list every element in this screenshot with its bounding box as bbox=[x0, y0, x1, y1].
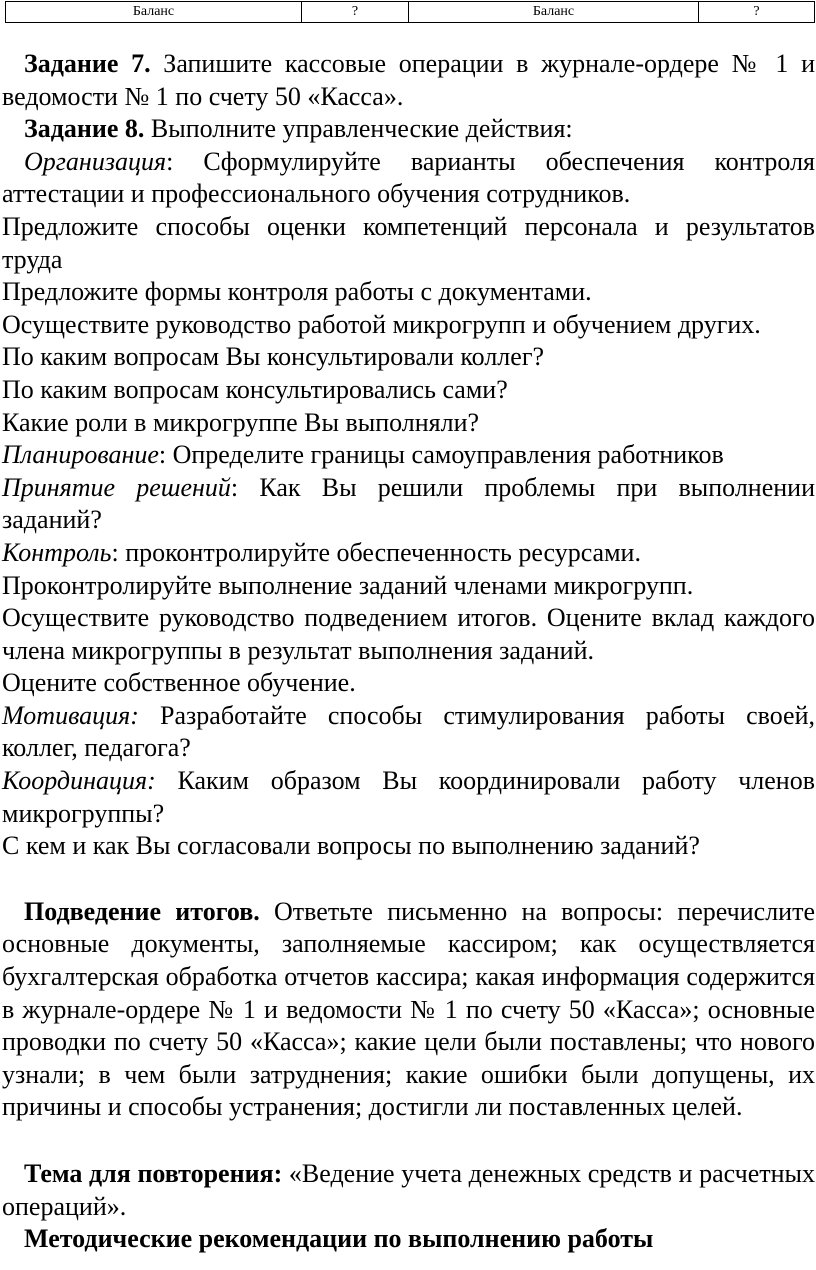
spacer bbox=[2, 863, 815, 896]
line-paragraph: Осуществите руководство работой микрогрупп и обучением других. bbox=[2, 309, 761, 339]
motivation-label: Мотивация: bbox=[2, 700, 139, 730]
decisions-paragraph bbox=[2, 472, 815, 537]
control-paragraph bbox=[2, 537, 815, 570]
motivation-text: Разработайте способы стимулирования работы своей, коллег, педагога? bbox=[2, 700, 815, 763]
method-heading bbox=[2, 1223, 815, 1256]
document-body bbox=[2, 48, 815, 1256]
control-text: : проконтролируйте обеспеченность ресурсами. bbox=[111, 537, 641, 567]
task-8-paragraph bbox=[2, 113, 815, 146]
task-7-paragraph bbox=[2, 48, 815, 113]
summary-text: Ответьте письменно на вопросы: перечислите основные документы, заполняемые кассиром; как осуществляется бухгалтерская обработка отчетов кассира; какая информация содержится в журнале-ордере № 1 и ведомости № 1 по счету 50 «Касса»; основные проводки по счету 50 «Касса»; какие цели были поставлены; что нового узнали; в чем были затруднения; какие ошибки были допущены, их причины и способы устранения; достигли ли поставленных целей. bbox=[2, 896, 815, 1122]
coordination-text: Каким образом Вы координировали работу членов микрогруппы? bbox=[2, 766, 815, 828]
summary-paragraph bbox=[2, 896, 815, 1124]
method-heading-text: Методические рекомендации по выполнению работы bbox=[24, 1224, 654, 1254]
planning-label: Планирование bbox=[2, 440, 159, 470]
line-paragraph: Предложите способы оценки компетенций персонала и результатов труда bbox=[2, 211, 815, 274]
line-paragraph: Оцените собственное обучение. bbox=[2, 668, 356, 698]
task-7-label: Задание 7. bbox=[24, 49, 151, 78]
line-paragraph: Предложите формы контроля работы с документами. bbox=[2, 277, 592, 307]
planning-text: : Определите границы самоуправления работников bbox=[158, 440, 724, 470]
task-8-text: Выполните управленческие действия: bbox=[144, 114, 573, 144]
table-cell-balance: Баланс bbox=[409, 2, 699, 23]
coordination-label: Координация: bbox=[2, 766, 156, 796]
motivation-paragraph bbox=[2, 700, 815, 765]
spacer bbox=[2, 1124, 815, 1158]
table-row bbox=[6, 2, 815, 23]
line-paragraph: По каким вопросам консультировались сами? bbox=[2, 374, 508, 404]
line-paragraph: Проконтролируйте выполнение заданий членами микрогрупп. bbox=[2, 570, 694, 600]
task-7-text: Запишите кассовые операции в журнале-ордере № 1 и ведомости № 1 по счету 50 «Касса». bbox=[2, 49, 815, 111]
topic-label: Тема для повторения: bbox=[24, 1159, 283, 1188]
table-cell-question: ? bbox=[699, 2, 815, 23]
topic-paragraph bbox=[2, 1158, 815, 1223]
task-8-label: Задание 8. bbox=[24, 114, 145, 144]
balance-header-table bbox=[5, 1, 815, 23]
line-paragraph: По каким вопросам Вы консультировали коллег? bbox=[2, 342, 545, 372]
control-label: Контроль bbox=[2, 537, 112, 567]
organization-label: Организация bbox=[24, 146, 167, 176]
planning-paragraph bbox=[2, 439, 815, 472]
decisions-label: Принятие решений bbox=[2, 472, 231, 502]
decisions-text: : Как Вы решили проблемы при выполнении заданий? bbox=[2, 472, 815, 535]
line-paragraph: Какие роли в микрогруппе Вы выполняли? bbox=[2, 407, 480, 437]
topic-text: «Ведение учета денежных средств и расчетных операций». bbox=[2, 1159, 816, 1221]
table-cell-balance: Баланс bbox=[6, 2, 302, 23]
line-paragraph: Осуществите руководство подведением итогов. Оцените вклад каждого члена микрогруппы в результат выполнения заданий. bbox=[2, 603, 815, 665]
organization-text: : Сформулируйте варианты обеспечения контроля аттестации и профессионального обучения сотрудников. bbox=[2, 146, 815, 209]
coordination-paragraph bbox=[2, 765, 815, 830]
organization-paragraph bbox=[2, 146, 815, 211]
coordination-line: С кем и как Вы согласовали вопросы по выполнению заданий? bbox=[2, 831, 700, 861]
table-cell-question: ? bbox=[302, 2, 409, 23]
summary-label: Подведение итогов. bbox=[24, 896, 260, 926]
